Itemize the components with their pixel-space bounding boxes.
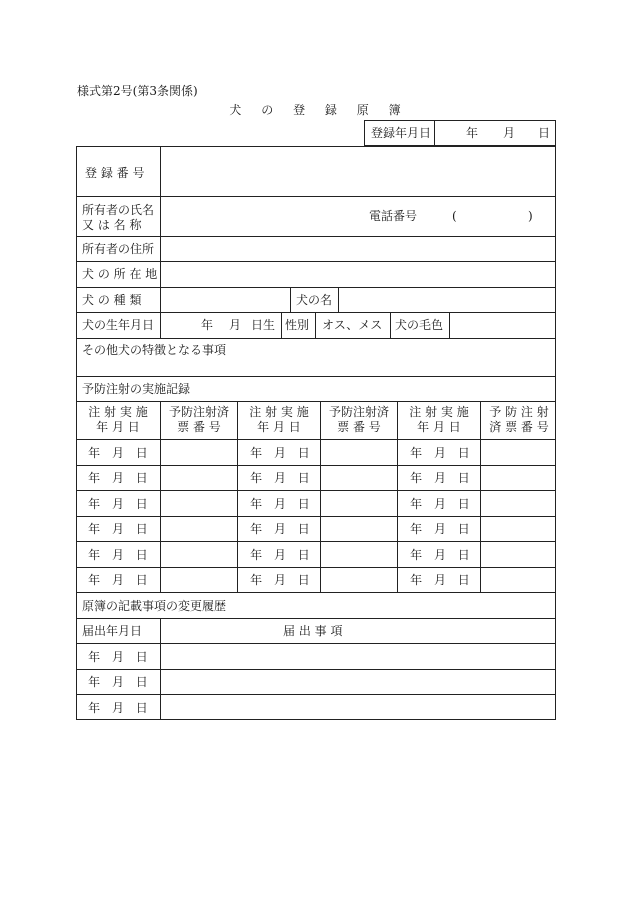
- owner-address-label: 所有者の住所: [82, 242, 155, 256]
- vaccination-row-date: 年 月 日: [410, 522, 470, 536]
- title-char: 犬: [229, 103, 242, 117]
- row-rule: [76, 643, 556, 644]
- sex-divider-left: [281, 312, 282, 338]
- registration-day: 日: [538, 126, 551, 140]
- owner-name-label-1: 所有者の氏名: [82, 203, 155, 217]
- vaccination-row-date: 年 月 日: [250, 548, 310, 562]
- vaccination-header-tag: 票 番 号: [337, 420, 381, 434]
- owner-name-label-2: 又 は 名 称: [82, 218, 142, 232]
- row-rule: [76, 465, 556, 466]
- dog-location-label: 犬 の 所 在 地: [82, 267, 158, 281]
- history-section-title: 原簿の記載事項の変更履歴: [82, 599, 227, 613]
- vaccination-column-rule: [320, 401, 321, 592]
- vaccination-column-rule: [480, 401, 481, 592]
- history-matter-header: [283, 624, 433, 638]
- phone-paren-close: ): [528, 209, 533, 223]
- vaccination-row-date: 年 月 日: [88, 522, 148, 536]
- vaccination-row-date: 年 月 日: [250, 446, 310, 460]
- breed-divider: [290, 287, 291, 312]
- vaccination-header-tag: 済 票 番 号: [489, 420, 549, 434]
- vaccination-row-date: 年 月 日: [88, 548, 148, 562]
- vaccination-row-date: 年 月 日: [250, 573, 310, 587]
- vaccination-row-date: 年 月 日: [250, 471, 310, 485]
- birth-day: 日生: [251, 318, 276, 332]
- vaccination-section-title: 予防注射の実施記録: [82, 382, 191, 396]
- vaccination-header-date: 年 月 日: [417, 420, 461, 434]
- vaccination-row-date: 年 月 日: [410, 471, 470, 485]
- history-date-header: 届出年月日: [82, 624, 143, 638]
- title-char: 原: [356, 103, 369, 117]
- birth-year: 年: [201, 318, 214, 332]
- vaccination-row-date: 年 月 日: [88, 497, 148, 511]
- form-number: 様式第2号(第3条関係): [77, 84, 198, 98]
- vaccination-row-date: 年 月 日: [88, 471, 148, 485]
- label-divider: [160, 146, 161, 338]
- row-rule: [76, 261, 556, 262]
- vaccination-row-date: 年 月 日: [410, 497, 470, 511]
- row-rule: [76, 312, 556, 313]
- history-row-date: 年 月 日: [88, 675, 148, 689]
- row-rule: [76, 401, 556, 402]
- vaccination-column-rule: [397, 401, 398, 592]
- coat-color-label: 犬の毛色: [395, 318, 444, 332]
- title-char: 簿: [388, 103, 401, 117]
- registration-year: 年: [466, 126, 479, 140]
- row-rule: [76, 567, 556, 568]
- vaccination-header-tag: 予防注射済: [328, 405, 389, 419]
- vaccination-header-date: 年 月 日: [96, 420, 140, 434]
- row-rule: [76, 338, 556, 339]
- vaccination-header-tag: 票 番 号: [177, 420, 221, 434]
- page-title: [0, 101, 630, 118]
- sex-value: オス、メス: [322, 318, 383, 332]
- row-rule: [76, 618, 556, 619]
- vaccination-header-date: 注 射 実 施: [249, 405, 309, 419]
- row-rule: [76, 592, 556, 593]
- registration-month: 月: [503, 126, 516, 140]
- row-rule: [76, 541, 556, 542]
- dog-breed-label: 犬 の 種 類: [82, 293, 142, 307]
- coat-divider-left: [390, 312, 391, 338]
- row-rule: [76, 287, 556, 288]
- history-divider: [160, 618, 161, 720]
- vaccination-header-tag: 予 防 注 射: [489, 405, 549, 419]
- vaccination-row-date: 年 月 日: [410, 446, 470, 460]
- title-char: 録: [324, 103, 337, 117]
- title-char: の: [261, 103, 274, 117]
- vaccination-row-date: 年 月 日: [88, 446, 148, 460]
- history-row-date: 年 月 日: [88, 701, 148, 715]
- sex-label: 性別: [285, 318, 310, 332]
- history-matter-header-text: 届 出 事 項: [283, 624, 343, 638]
- registration-date-divider: [434, 120, 435, 146]
- phone-label: 電話番号: [369, 209, 418, 223]
- history-row-date: 年 月 日: [88, 650, 148, 664]
- vaccination-row-date: 年 月 日: [250, 497, 310, 511]
- vaccination-column-rule: [237, 401, 238, 592]
- vaccination-row-date: 年 月 日: [410, 548, 470, 562]
- title-char: 登: [293, 103, 306, 117]
- vaccination-header-date: 注 射 実 施: [409, 405, 469, 419]
- vaccination-row-date: 年 月 日: [250, 522, 310, 536]
- dog-name-label: 犬の名: [296, 293, 333, 307]
- registration-date-label: 登録年月日: [371, 126, 432, 140]
- row-rule: [76, 376, 556, 377]
- row-rule: [76, 196, 556, 197]
- birth-month: 月: [229, 318, 242, 332]
- row-rule: [76, 669, 556, 670]
- dog-name-divider: [338, 287, 339, 312]
- vaccination-row-date: 年 月 日: [410, 573, 470, 587]
- dog-birthdate-label: 犬の生年月日: [82, 318, 155, 332]
- vaccination-header-date: 年 月 日: [257, 420, 301, 434]
- other-features-label: その他犬の特徴となる事項: [82, 343, 227, 357]
- sex-divider-right: [315, 312, 316, 338]
- vaccination-header-tag: 予防注射済: [168, 405, 229, 419]
- row-rule: [76, 236, 556, 237]
- vaccination-row-date: 年 月 日: [88, 573, 148, 587]
- row-rule: [76, 490, 556, 491]
- row-rule: [76, 694, 556, 695]
- registration-number-label: 登 録 番 号: [85, 166, 145, 180]
- vaccination-header-date: 注 射 実 施: [88, 405, 148, 419]
- row-rule: [76, 516, 556, 517]
- phone-paren-open: (: [452, 209, 457, 223]
- coat-divider-right: [449, 312, 450, 338]
- row-rule: [76, 439, 556, 440]
- vaccination-column-rule: [160, 401, 161, 592]
